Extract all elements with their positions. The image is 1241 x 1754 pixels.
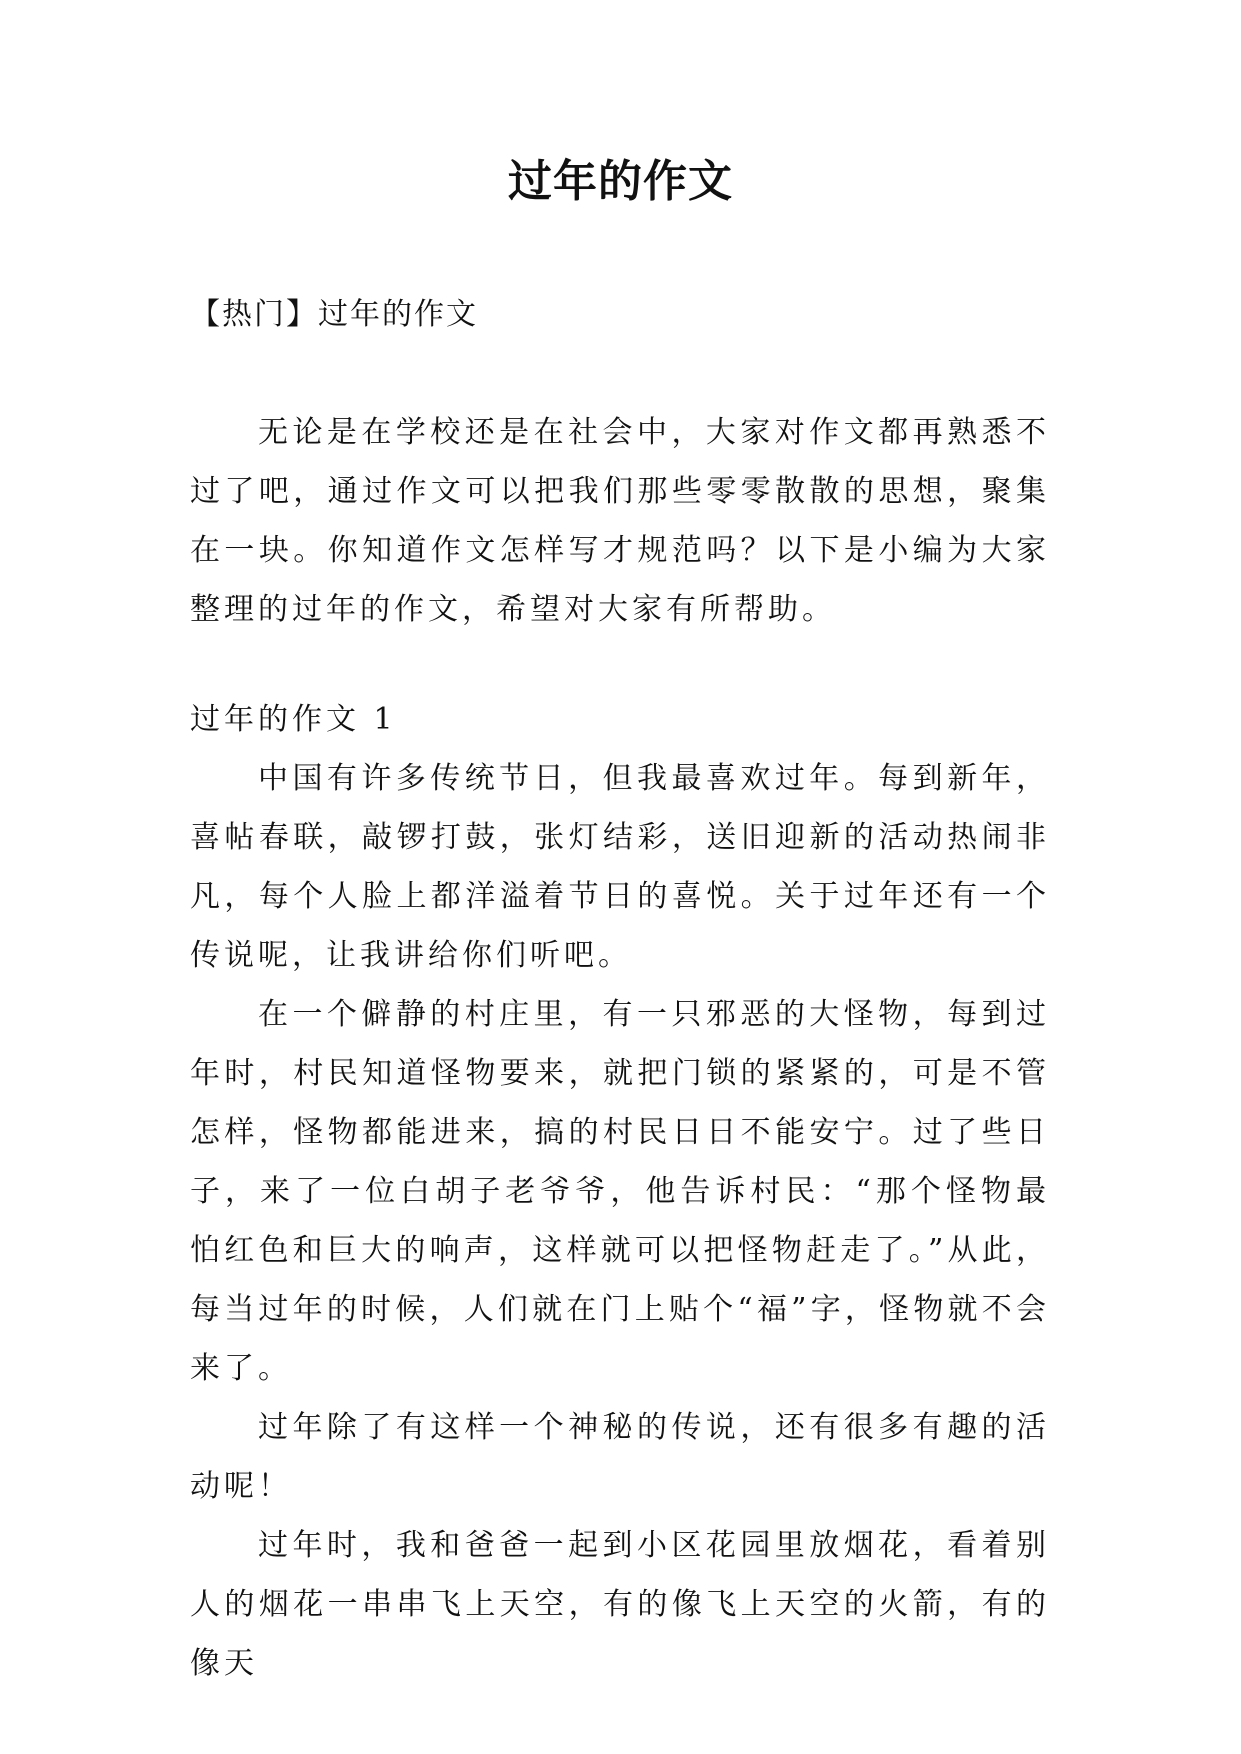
document-title: 过年的作文 bbox=[508, 156, 733, 207]
essay-section bbox=[190, 690, 1050, 1693]
essay-heading: 过年的作文 1 bbox=[190, 702, 397, 737]
essay-paragraph: 过年除了有这样一个神秘的传说，还有很多有趣的活动呢！ bbox=[190, 1410, 1050, 1504]
essay-paragraph: 中国有许多传统节日，但我最喜欢过年。每到新年，喜帖春联，敲锣打鼓，张灯结彩，送旧迎新的活动热闹非凡，每个人脸上都洋溢着节日的喜悦。关于过年还有一个传说呢，让我讲给你们听吧。 bbox=[190, 761, 1050, 973]
essay-paragraph: 过年时，我和爸爸一起到小区花园里放烟花，看着别人的烟花一串串飞上天空，有的像飞上天空的火箭，有的像天 bbox=[190, 1528, 1050, 1681]
document-subtitle: 【热门】过年的作文 bbox=[190, 297, 478, 332]
essay-paragraph: 在一个僻静的村庄里，有一只邪恶的大怪物，每到过年时，村民知道怪物要来，就把门锁的紧紧的，可是不管怎样，怪物都能进来，搞的村民日日不能安宁。过了些日子，来了一位白胡子老爷爷，他告诉村民：“那个怪物最怕红色和巨大的响声，这样就可以把怪物赶走了。”从此，每当过年的时候，人们就在门上贴个“福”字，怪物就不会来了。 bbox=[190, 997, 1050, 1386]
intro-paragraph: 无论是在学校还是在社会中，大家对作文都再熟悉不过了吧，通过作文可以把我们那些零零散散的思想，聚集在一块。你知道作文怎样写才规范吗？以下是小编为大家整理的过年的作文，希望对大家有所帮助。 bbox=[190, 415, 1050, 627]
intro-section bbox=[190, 403, 1050, 639]
